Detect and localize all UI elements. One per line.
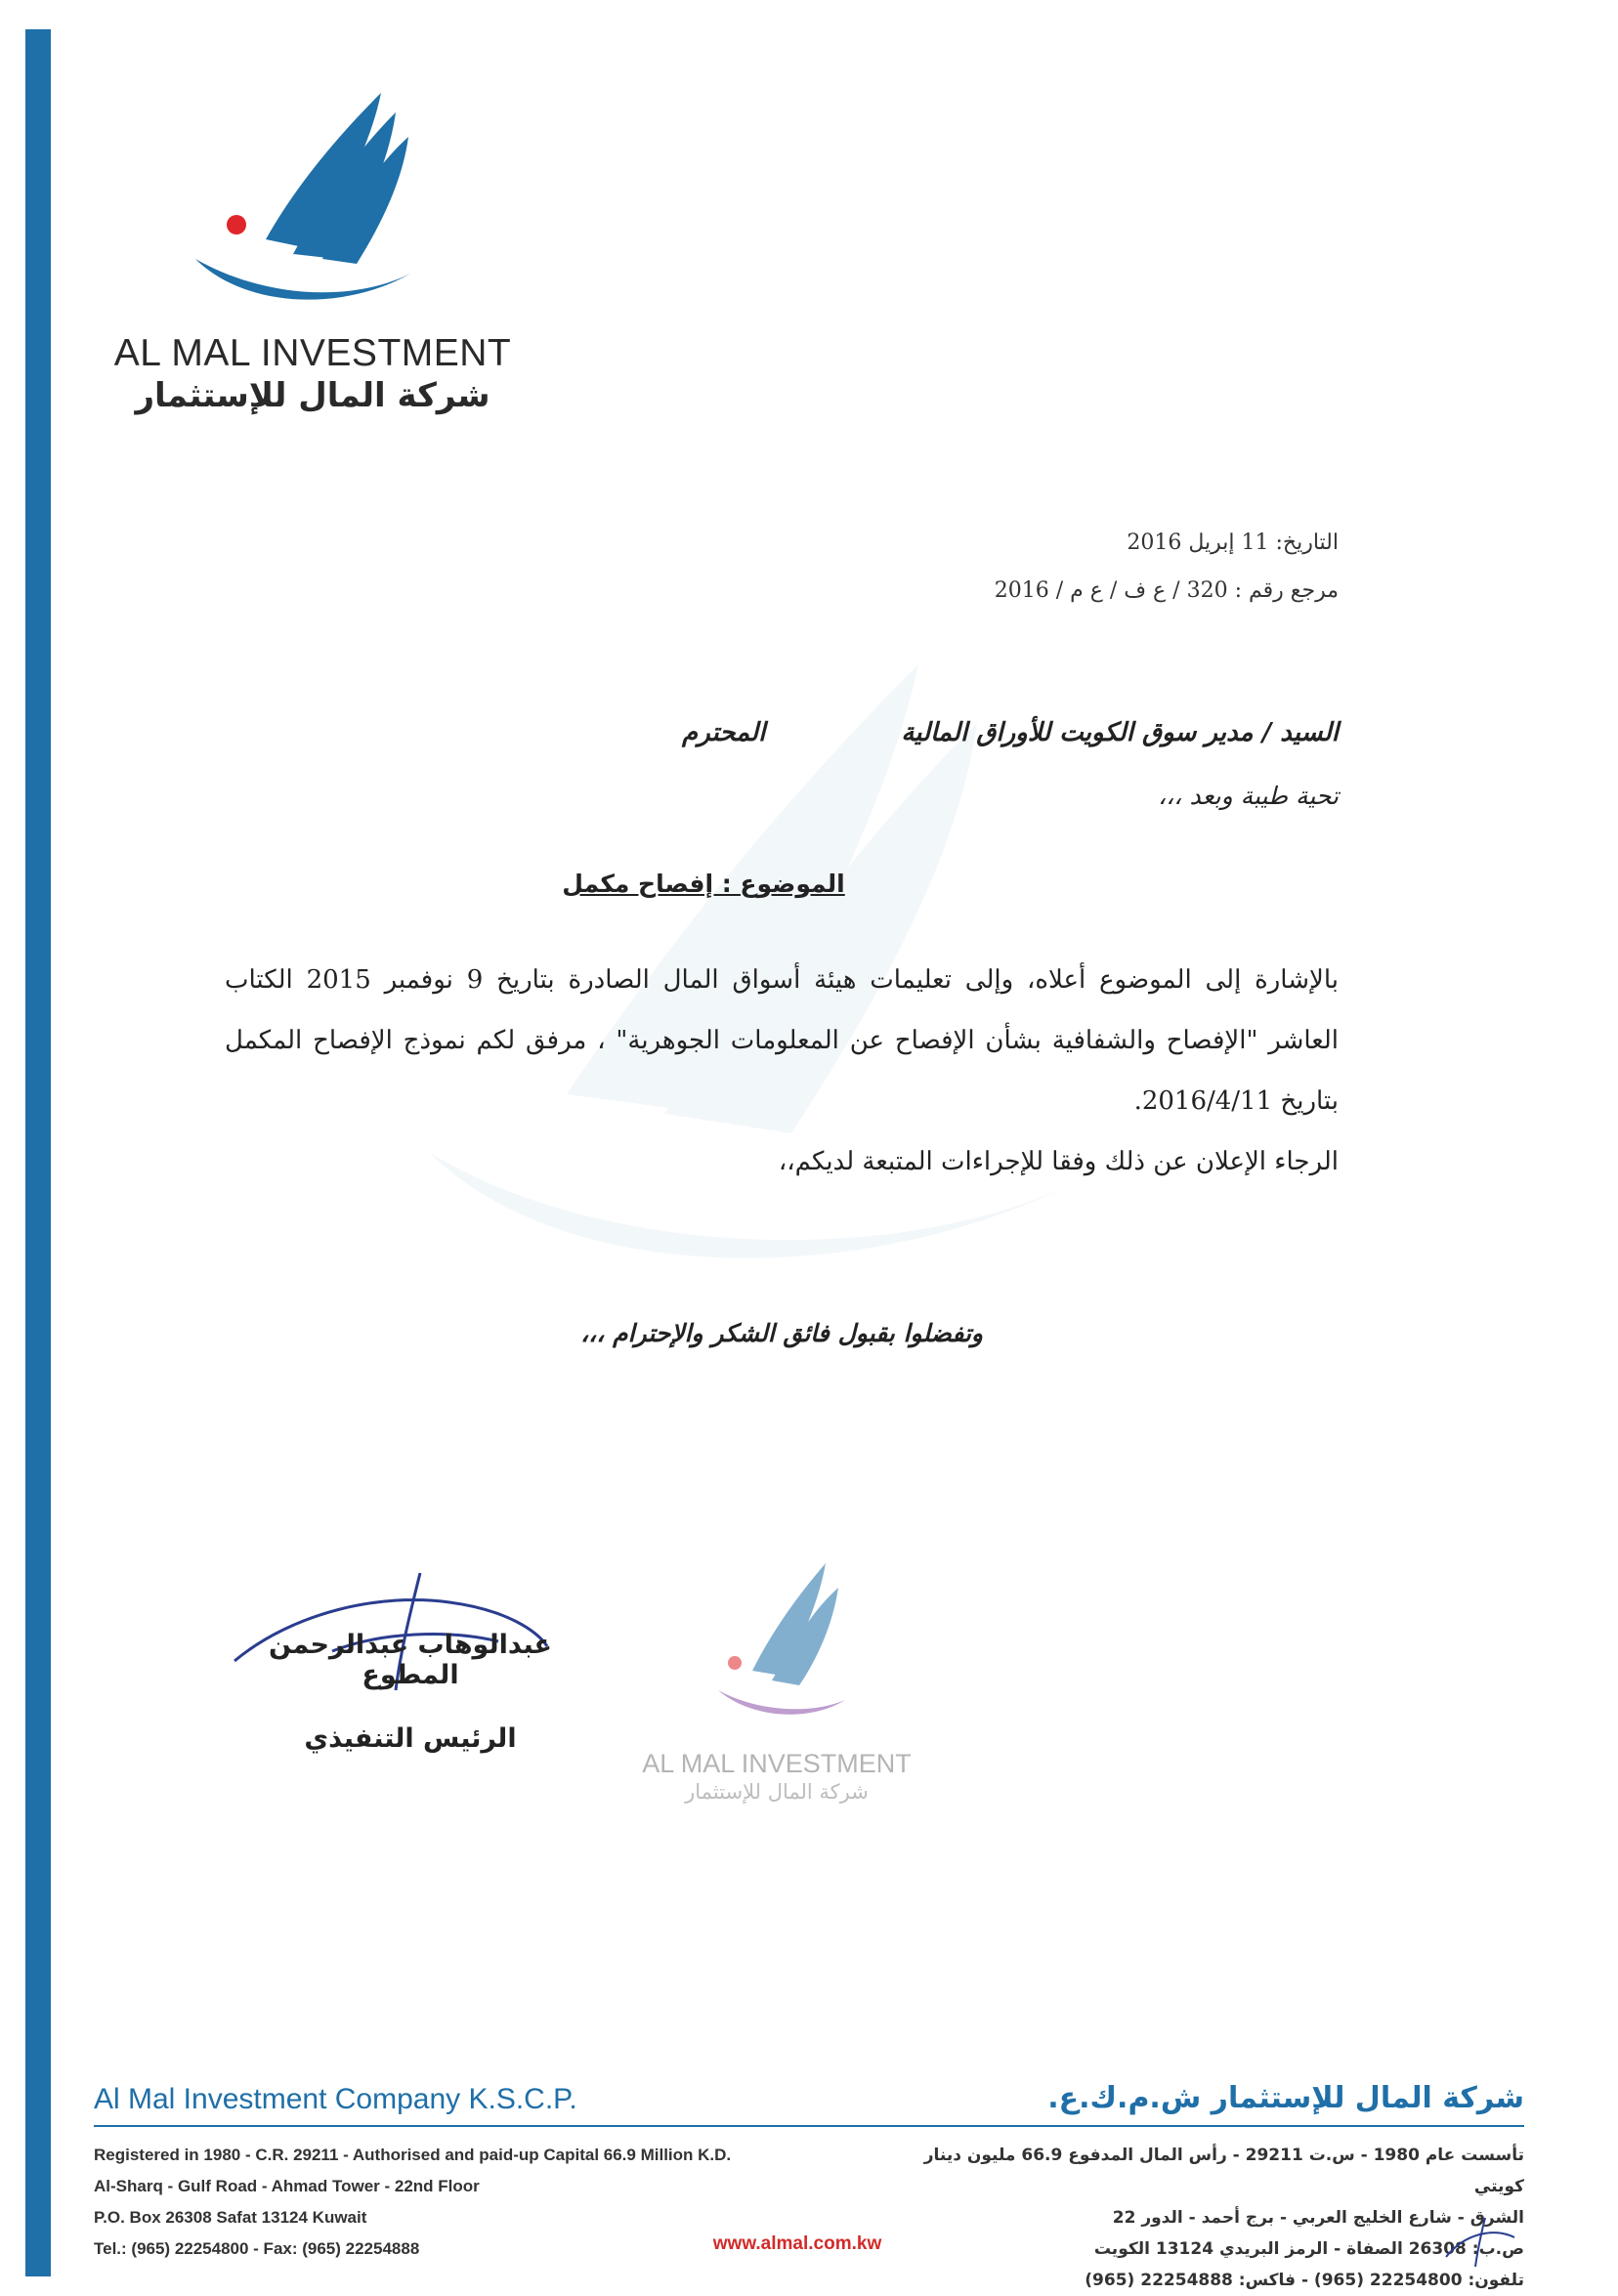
letter-meta [752, 531, 1339, 626]
footer-details-ar [899, 2140, 1524, 2296]
footer-en-line: Al-Sharq - Gulf Road - Ahmad Tower - 22nd Floor [94, 2177, 480, 2195]
company-stamp [616, 1553, 938, 1817]
footer-en-line: Registered in 1980 - C.R. 29211 - Authorised and paid-up Capital 66.9 Million K.D. [94, 2146, 732, 2164]
footer-ar-line: تلفون: 22254800 (965) - فاكس: 22254888 (965) [1085, 2271, 1524, 2290]
footer-ar-line: تأسست عام 1980 - س.ت 29211 - رأس المال المدفوع 66.9 مليون دينار كويتي [923, 2146, 1524, 2196]
honorific: المحترم [682, 718, 766, 747]
side-accent-bar [25, 29, 51, 2276]
footer-initials-signature [1436, 2213, 1524, 2272]
company-logo [107, 83, 518, 415]
recipient-line [459, 718, 1339, 747]
footer-en-line: Tel.: (965) 22254800 - Fax: (965) 22254888 [94, 2239, 420, 2258]
subject-line: الموضوع : إفصاح مكمل [562, 870, 845, 898]
footer-ar-line: ص.ب: 26308 الصفاة - الرمز البريدي 13124 الكويت [1093, 2239, 1524, 2259]
logo-mark-icon [176, 83, 449, 327]
greeting: تحية طيبة وبعد ،،، [1158, 782, 1339, 810]
logo-text-en: AL MAL INVESTMENT [113, 332, 512, 374]
website-link[interactable]: www.almal.com.kw [712, 2233, 882, 2254]
signer-title: الرئيس التنفيذي [304, 1723, 517, 1754]
letter-body [225, 950, 1339, 1192]
signer-block [225, 1630, 596, 1787]
logo-text-ar: شركة المال للإستثمار [135, 376, 490, 415]
letter-date: التاريخ: 11 إبريل 2016 [1127, 531, 1339, 555]
stamp-text-en: AL MAL INVESTMENT [642, 1749, 912, 1778]
request-line: الرجاء الإعلان عن ذلك وفقا للإجراءات المتبعة لديكم،، [778, 1147, 1339, 1176]
footer-ar-line: الشرق - شارع الخليج العربي - برج أحمد - الدور 22 [1112, 2208, 1524, 2228]
letter-reference: مرجع رقم : 320 / ع ف / ع م / 2016 [994, 578, 1339, 603]
stamp-text-ar: شركة المال للإستثمار [685, 1780, 869, 1804]
recipient: السيد / مدير سوق الكويت للأوراق المالية [901, 718, 1339, 747]
footer-en-line: P.O. Box 26308 Safat 13124 Kuwait [94, 2208, 367, 2227]
footer-divider [94, 2125, 1524, 2127]
closing-line: وتفضلوا بقبول فائق الشكر والإحترام ،،، [580, 1319, 983, 1347]
body-paragraph: بالإشارة إلى الموضوع أعلاه، وإلى تعليمات هيئة أسواق المال الصادرة بتاريخ 9 نوفمبر 2015 الكتاب العاشر "الإفصاح والشفافية بشأن الإفصاح عن المعلومات الجوهرية" ، مرفق لكم نموذج الإفصاح المكمل بتاريخ 2016/4/11. [225, 965, 1340, 1116]
footer-company-en: Al Mal Investment Company K.S.C.P. [94, 2083, 577, 2115]
signer-name: عبدالوهاب عبدالرحمن المطوع [269, 1630, 552, 1690]
footer-company-ar: شركة المال للإستثمار ش.م.ك.ع. [1047, 2081, 1524, 2115]
stamp-logo-icon [713, 1553, 850, 1729]
